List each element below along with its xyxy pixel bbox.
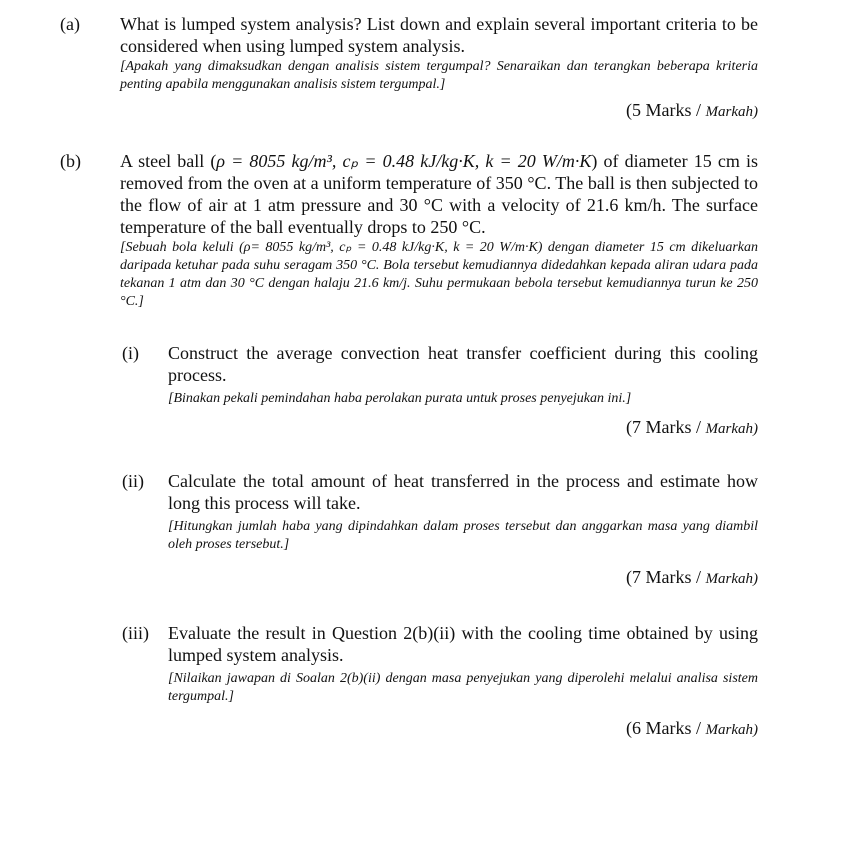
question-b-i-label: (i) bbox=[122, 343, 139, 363]
question-b-ii-label: (ii) bbox=[122, 471, 144, 491]
question-b-i-marks bbox=[626, 416, 758, 440]
question-b-iii-marks bbox=[626, 717, 758, 741]
marks-number: (7 Marks / bbox=[626, 567, 701, 587]
question-a-marks bbox=[626, 99, 758, 123]
question-b-text-start: A steel ball ( bbox=[120, 151, 217, 171]
marks-number: (5 Marks / bbox=[626, 100, 701, 120]
marks-number: (7 Marks / bbox=[626, 417, 701, 437]
marks-word: Markah) bbox=[705, 421, 758, 437]
question-b-iii-english: Evaluate the result in Question 2(b)(ii) with the cooling time obtained by using lumped system analysis. bbox=[168, 623, 758, 665]
question-a-malay: [Apakah yang dimaksudkan dengan analisis sistem tergumpal? Senaraikan dan terangkan beberapa kriteria penting apabila menggunakan analisis sistem tergumpal.] bbox=[120, 59, 758, 92]
question-b-properties: ρ = 8055 kg/m³, cₚ = 0.48 kJ/kg·K, k = 20 W/m·K bbox=[216, 151, 592, 171]
question-b-malay-properties: ρ= 8055 kg/m³, cₚ = 0.48 kJ/kg·K, k = 20 W/m·K bbox=[243, 240, 538, 255]
question-b-i-english: Construct the average convection heat transfer coefficient during this cooling process. bbox=[168, 343, 758, 385]
question-b-english bbox=[120, 150, 758, 238]
marks-number: (6 Marks / bbox=[626, 718, 701, 738]
question-b-malay-start: [Sebuah bola keluli ( bbox=[120, 240, 244, 255]
question-b bbox=[120, 150, 758, 311]
question-b-ii-english: Calculate the total amount of heat transferred in the process and estimate how long this process will take. bbox=[168, 471, 758, 513]
question-b-malay bbox=[120, 239, 758, 311]
question-b-text-end: ) of diameter 15 cm is removed from the oven at a uniform temperature of 350 °C. The ball is then subjected to the flow of air at 1 atm pressure and 30 °C with a velocity of 21.6 km/h. The surface temperature of the ball eventually drops to 250 °C. bbox=[120, 151, 758, 237]
question-b-iii bbox=[168, 622, 758, 706]
question-b-ii-marks bbox=[626, 566, 758, 590]
question-b-label: (b) bbox=[60, 151, 81, 171]
question-b-malay-end: ) dengan diameter 15 cm dikeluarkan daripada ketuhar pada suhu seragam 350 °C. Bola tersebut kemudiannya didedahkan kepada aliran udara pada tekanan 1 atm dan 30 °C dengan halaju 21.6 km/j. Suhu permukaan bebola tersebut kemudiannya turun ke 250 °C.] bbox=[120, 240, 758, 309]
marks-word: Markah) bbox=[705, 104, 758, 120]
question-b-ii bbox=[168, 470, 758, 554]
marks-word: Markah) bbox=[705, 571, 758, 587]
question-b-i-malay: [Binakan pekali pemindahan haba perolakan purata untuk proses penyejukan ini.] bbox=[168, 391, 632, 406]
question-a-label: (a) bbox=[60, 14, 80, 34]
question-b-i bbox=[168, 342, 758, 408]
question-b-ii-malay: [Hitungkan jumlah haba yang dipindahkan dalam proses tersebut dan anggarkan masa yang diambil oleh proses tersebut.] bbox=[168, 519, 758, 552]
marks-word: Markah) bbox=[705, 722, 758, 738]
question-a-english: What is lumped system analysis? List down and explain several important criteria to be considered when using lumped system analysis. bbox=[120, 14, 758, 56]
question-b-iii-malay: [Nilaikan jawapan di Soalan 2(b)(ii) dengan masa penyejukan yang diperolehi melalui analisa sistem tergumpal.] bbox=[168, 671, 758, 704]
question-b-iii-label: (iii) bbox=[122, 623, 149, 643]
question-a bbox=[120, 13, 758, 94]
